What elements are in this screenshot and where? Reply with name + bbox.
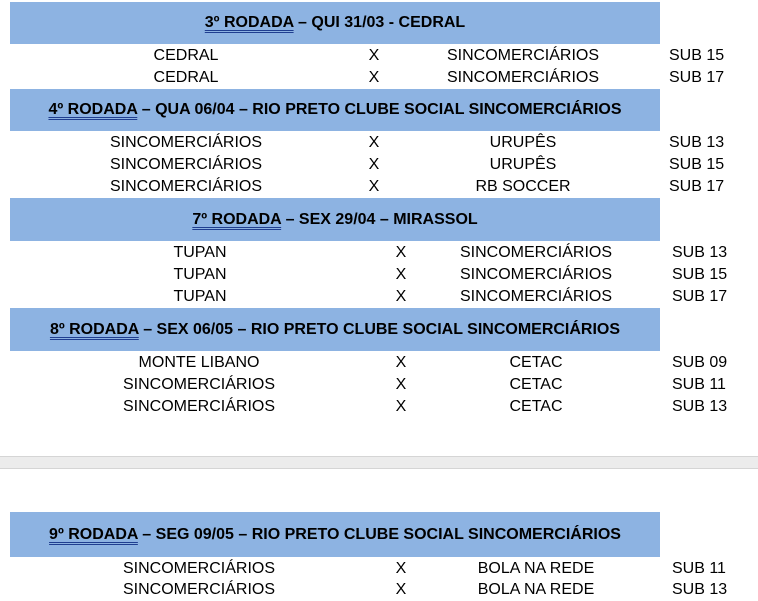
match-row [0,176,758,198]
match-row [0,352,758,374]
versus: X [395,288,407,305]
home-team: SINCOMERCIÁRIOS [122,398,275,415]
match-row [0,579,758,601]
versus: X [368,47,380,64]
match-row [0,242,758,264]
match-row [0,558,758,580]
round-7-header [10,198,660,241]
versus: X [395,398,407,415]
match-row [0,132,758,154]
away-team: SINCOMERCIÁRIOS [459,266,612,283]
category: SUB 13 [669,134,725,151]
home-team: TUPAN [173,266,227,283]
home-team: TUPAN [173,288,227,305]
category: SUB 17 [672,288,728,305]
away-team: BOLA NA REDE [477,581,595,598]
away-team: CETAC [509,354,563,371]
round-4-title: 4º RODADA [48,101,138,118]
category: SUB 11 [672,376,726,393]
home-team: SINCOMERCIÁRIOS [109,134,262,151]
away-team: CETAC [509,398,563,415]
away-team: URUPÊS [489,134,557,151]
round-7-title: 7º RODADA [192,210,282,228]
round-8-info: – SEX 06/05 – RIO PRETO CLUBE SOCIAL SINCOMERCIÁRIOS [138,320,621,338]
home-team: SINCOMERCIÁRIOS [122,581,275,598]
category: SUB 15 [672,266,728,283]
match-row [0,67,758,89]
category: SUB 13 [672,398,728,415]
round-3-header [10,2,660,44]
home-team: CEDRAL [153,47,219,64]
versus: X [368,156,380,173]
round-9-info: – SEG 09/05 – RIO PRETO CLUBE SOCIAL SINCOMERCIÁRIOS [137,525,621,543]
home-team: TUPAN [173,244,227,261]
match-row [0,154,758,176]
away-team: CETAC [509,376,563,393]
versus: X [395,354,407,371]
away-team: SINCOMERCIÁRIOS [459,244,612,261]
round-3-title: 3º RODADA [204,14,294,31]
category: SUB 13 [672,581,728,598]
round-9-title: 9º RODADA [49,525,138,543]
versus: X [395,560,407,577]
round-9-header [10,512,660,557]
home-team: CEDRAL [153,69,219,86]
match-row [0,286,758,308]
category: SUB 13 [672,244,728,261]
page-separator [0,456,758,469]
round-3-info: – QUI 31/03 - CEDRAL [293,14,466,31]
versus: X [368,69,380,86]
home-team: MONTE LIBANO [138,354,260,371]
home-team: SINCOMERCIÁRIOS [109,156,262,173]
versus: X [368,134,380,151]
round-7-info: – SEX 29/04 – MIRASSOL [281,210,478,228]
versus: X [395,266,407,283]
category: SUB 15 [669,156,725,173]
match-row [0,45,758,67]
category: SUB 09 [672,354,728,371]
match-row [0,264,758,286]
away-team: SINCOMERCIÁRIOS [459,288,612,305]
versus: X [368,178,380,195]
home-team: SINCOMERCIÁRIOS [109,178,262,195]
versus: X [395,376,407,393]
away-team: URUPÊS [489,156,557,173]
match-row [0,396,758,418]
away-team: BOLA NA REDE [477,560,595,577]
versus: X [395,581,407,598]
round-4-info: – QUA 06/04 – RIO PRETO CLUBE SOCIAL SINCOMERCIÁRIOS [137,101,622,118]
round-8-title: 8º RODADA [49,320,139,338]
home-team: SINCOMERCIÁRIOS [122,376,275,393]
away-team: SINCOMERCIÁRIOS [446,69,599,86]
away-team: SINCOMERCIÁRIOS [446,47,599,64]
away-team: RB SOCCER [475,178,571,195]
category: SUB 11 [672,560,726,577]
category: SUB 17 [669,69,725,86]
home-team: SINCOMERCIÁRIOS [122,560,275,577]
versus: X [395,244,407,261]
match-row [0,374,758,396]
round-8-header [10,308,660,351]
round-4-header [10,89,660,131]
category: SUB 17 [669,178,725,195]
category: SUB 15 [669,47,725,64]
